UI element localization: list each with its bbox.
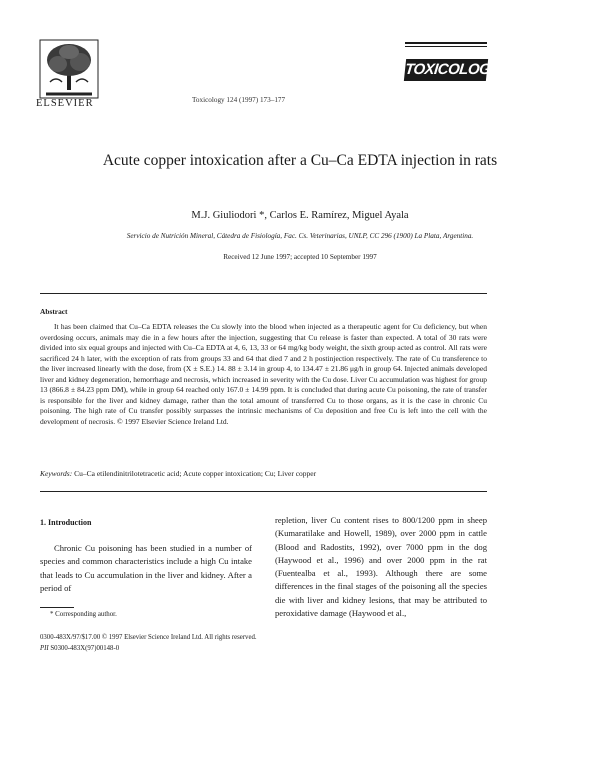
keywords-label: Keywords:: [40, 469, 73, 478]
elsevier-tree-logo: [38, 38, 100, 100]
pii-line: [40, 645, 119, 652]
author-affiliation: Servicio de Nutrición Mineral, Cátedra de Fisiología, Fac. Cs. Veterinarias, UNLP, CC 296 (1900) La Plata, Argentina.: [126, 232, 474, 240]
article-authors: M.J. Giuliodori *, Carlos E. Ramírez, Miguel Ayala: [191, 210, 409, 221]
publisher-name: ELSEVIER: [36, 98, 94, 109]
journal-logo: TOXICOLOGY: [404, 59, 488, 81]
badge-top-rule-thin: [405, 46, 487, 47]
abstract-bottom-rule: [40, 491, 487, 492]
pii-label: PII: [40, 645, 49, 652]
journal-citation: Toxicology 124 (1997) 173–177: [192, 96, 286, 104]
intro-column-left: Chronic Cu poisoning has been studied in a number of species and common characteristics include a high Cu intake that leads to Cu accumulation in the liver and kidney. After a period of: [40, 543, 252, 593]
copyright-line: 0300-483X/97/$17.00 © 1997 Elsevier Science Ireland Ltd. All rights reserved.: [40, 634, 257, 641]
abstract-top-rule: [40, 293, 487, 294]
pii-value: S0300-483X(97)00148-0: [50, 645, 120, 652]
introduction-heading: 1. Introduction: [40, 518, 92, 527]
article-title: Acute copper intoxication after a Cu–Ca EDTA injection in rats: [102, 152, 498, 169]
keywords-line: [40, 469, 487, 478]
corresponding-author-footnote: * Corresponding author.: [50, 611, 117, 618]
abstract-heading: Abstract: [40, 307, 68, 316]
keywords-text: Cu–Ca etilendinitrilotetracetic acid; Acute copper intoxication; Cu; Liver copper: [74, 469, 317, 478]
abstract-text: It has been claimed that Cu–Ca EDTA releases the Cu slowly into the blood when injected as a therapeutic agent for Cu deficiency, but when overdosing occurs, animals may die in a few hours after the injection, suggesting that Cu release is faster than expected. A total of 30 rats were divided into six equal groups and injected with Cu–Ca EDTA at 4, 6, 13, 33 or 64 mg/kg body weight, the sixth group acted as control. All rats were sacrificed 24 h later, with the exception of rats from groups 33 and 64 that died 7 and 2 h postinjection respectively. The rate of Cu transference to the liver increased linearly with the dose, from (X ± S.E.) 14. 88 ± 3.14 in group 4, to 134.47 ± 21.86 μg/h in group 64. Injected animals developed liver and kidney degeneration, hemorrhage and necrosis, which increased in severity with the Cu dose. Liver Cu accumulation was highest for group 13 (866.8 ± 84.23 ppm DM), while in group 64 reached only 167.0 ± 14.99 ppm. It is concluded that during acute Cu poisoning, the rate of transfer is responsible for the liver and kidney damage, rather than the total amount of transferred Cu to those organs, as it is the case in chronic Cu poisoning. The high rate of Cu transfer possibly surpasses the intrinsic mechanisms of Cu deposition and free Cu is left into the cell with the development of necrosis. © 1997 Elsevier Science Ireland Ltd.: [40, 322, 487, 426]
intro-column-right: repletion, liver Cu content rises to 800/1200 ppm in sheep (Kumaratilake and Howell, 1989), over 2000 ppm in cattle (Blood and Radostits, 1992), over 7000 ppm in the dog (Haywood et al., 1996) and over 2000 ppm in the rat (Fuentealba et al., 1993). Although there are some differences in the final stages of the poisoning all the species die with liver and kidney lesions, that may be attributed to peroxidative damage (Haywood et al.,: [275, 515, 487, 619]
received-dates: Received 12 June 1997; accepted 10 September 1997: [223, 253, 377, 261]
badge-top-rule: [405, 42, 487, 44]
footnote-rule: [40, 607, 74, 608]
